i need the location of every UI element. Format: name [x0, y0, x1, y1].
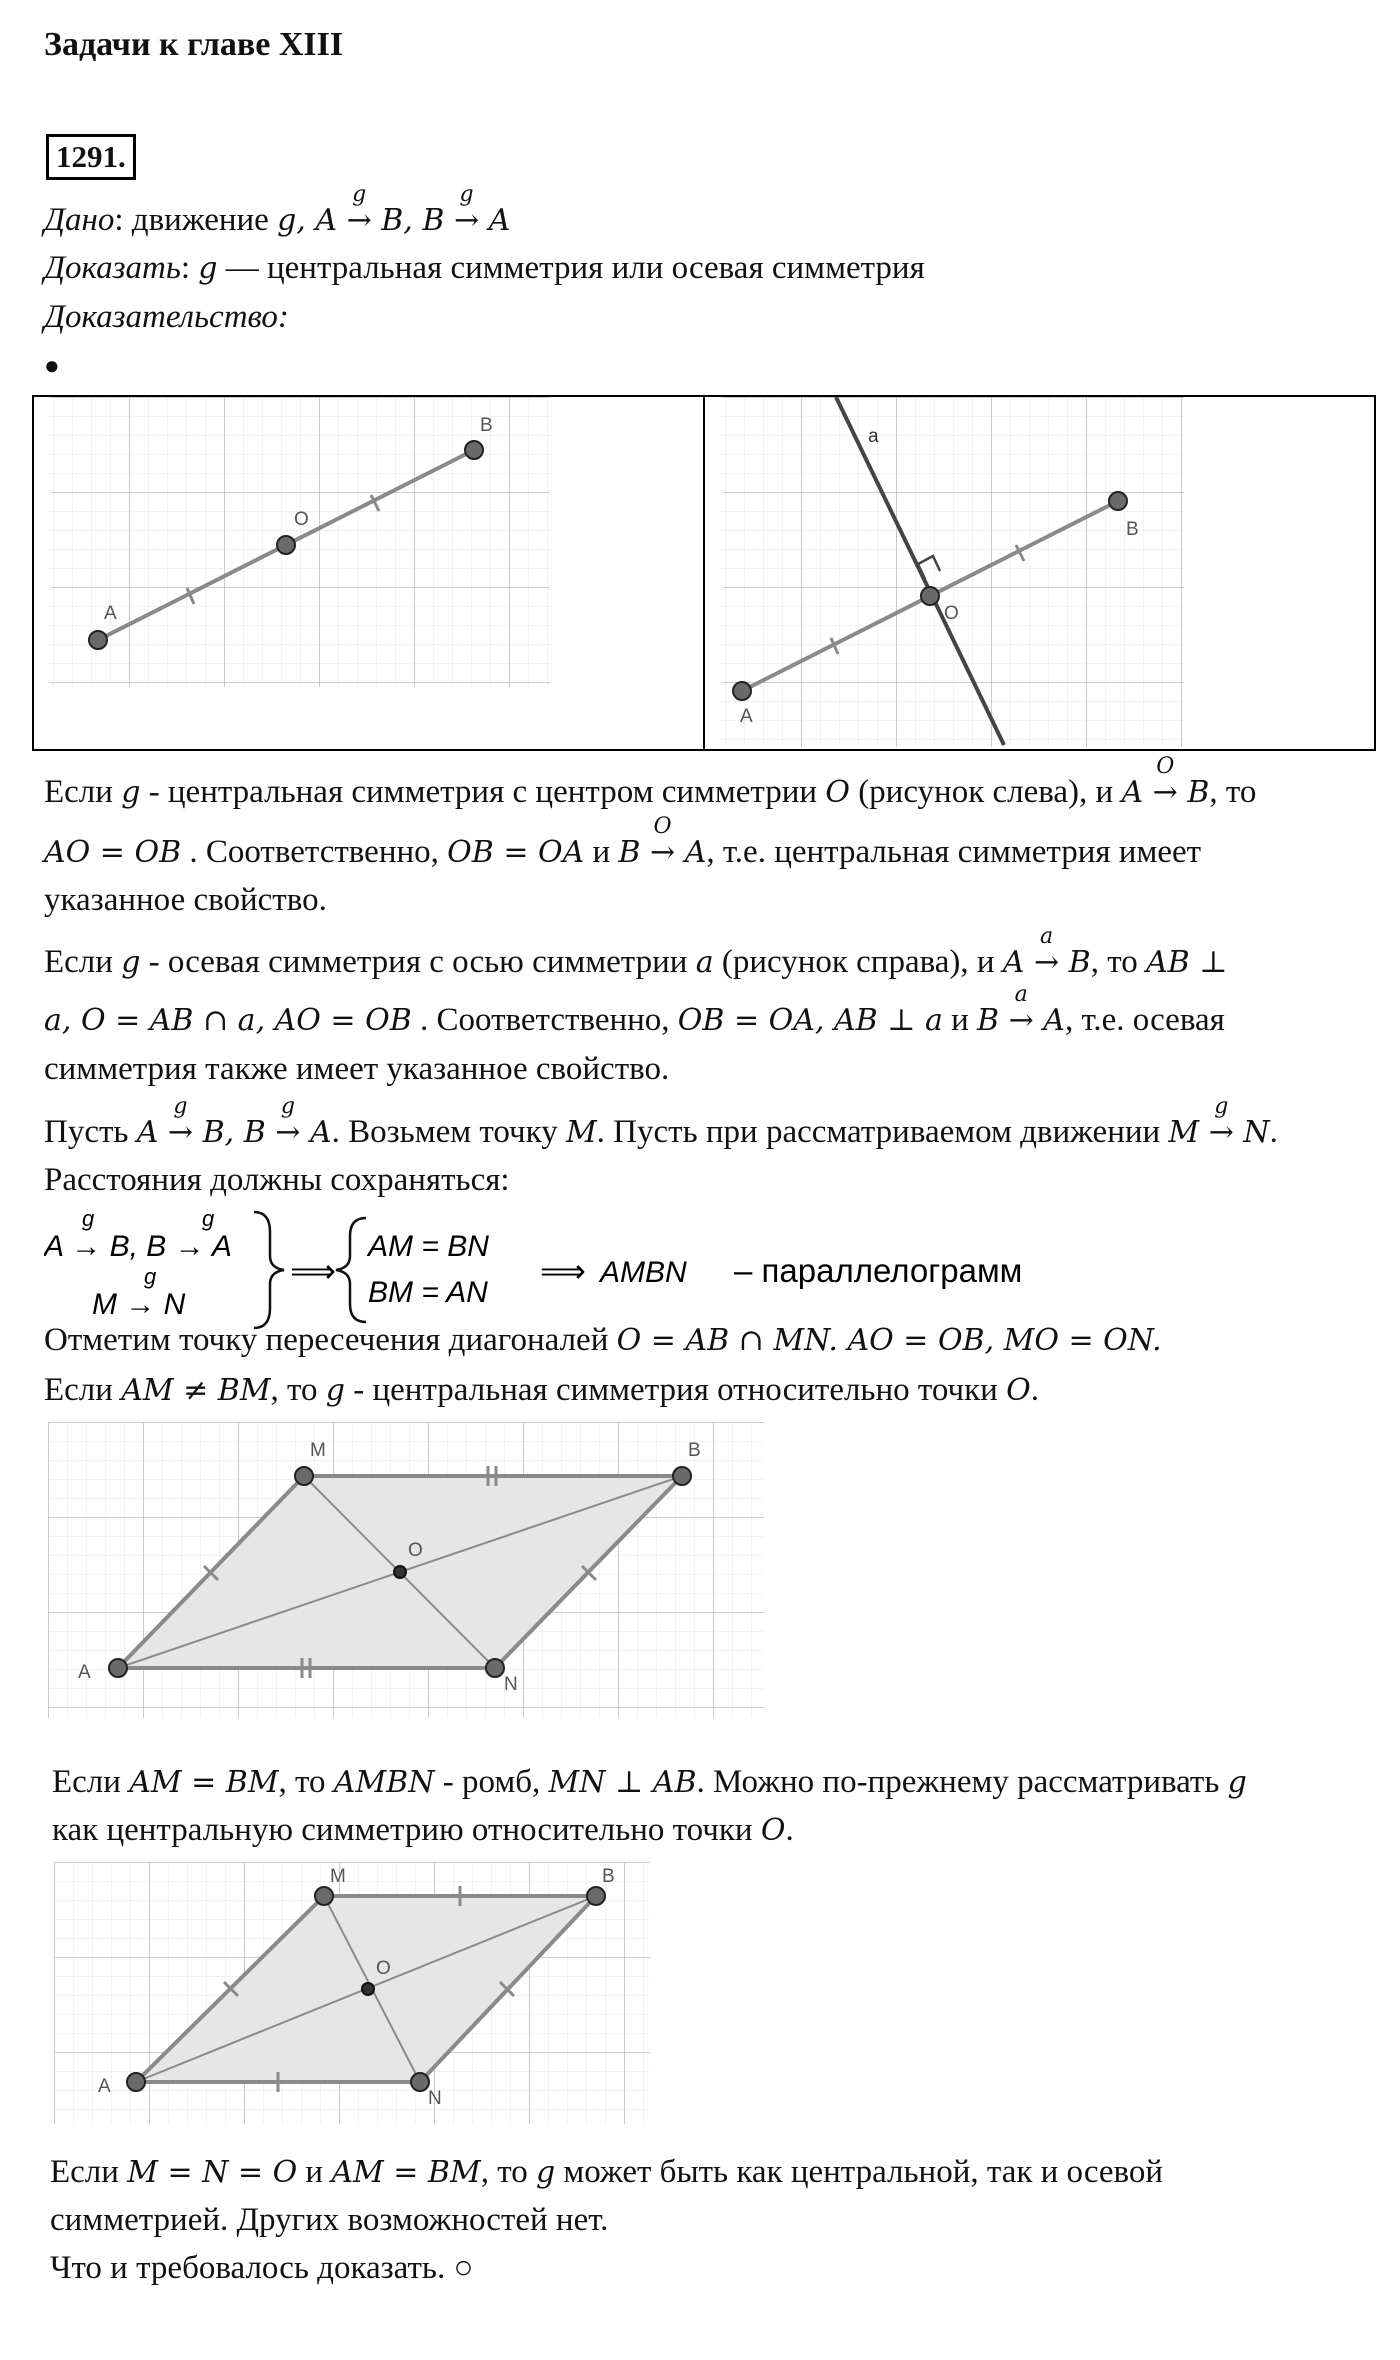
svg-text:– параллелограмм: – параллелограмм: [734, 1252, 1023, 1289]
p3-line4: Если AM ≠ BM, то g - центральная симметрия относительно точки O.: [44, 1372, 1039, 1408]
p3-line1: Пусть A g → B, B g → A. Возьмем точку M. Пусть при рассматриваемом движении M g → N.: [44, 1094, 1278, 1150]
svg-text:g: g: [144, 1264, 157, 1289]
point-b: [465, 441, 483, 459]
p5-line3: Что и требовалось доказать. ○: [50, 2250, 474, 2286]
p1-line2: AO = OB . Соответственно, OB = OA и B O → A, т.е. центральная симметрия имеет: [44, 814, 1202, 870]
point-a: [733, 682, 751, 700]
given-label: Дано: [44, 202, 115, 238]
svg-text:⟹: ⟹: [540, 1253, 586, 1289]
svg-text:B: B: [688, 1440, 701, 1461]
svg-text:M: M: [310, 1440, 326, 1461]
prove-label: Доказать: [44, 250, 181, 286]
p3-line3: Отметим точку пересечения диагоналей O = AB ∩ MN. AO = OB, MO = ON.: [44, 1322, 1162, 1358]
problem-number: 1291.: [46, 134, 136, 180]
given-line: Дано: движение g, A g → B, B g → A: [44, 182, 511, 238]
figure-central-symmetry: [34, 397, 702, 747]
svg-text:A: A: [98, 2076, 111, 2097]
svg-text:O: O: [944, 603, 959, 624]
figure-axial-symmetry: [706, 397, 1370, 747]
svg-text:O: O: [408, 1540, 423, 1561]
svg-text:A: A: [104, 603, 117, 624]
svg-text:AM = BN: AM = BN: [368, 1230, 489, 1263]
p5-line1: Если M = N = O и AM = BM, то g может быть как центральной, так и осевой: [50, 2154, 1164, 2190]
p4-line2: как центральную симметрию относительно точки O.: [52, 1812, 794, 1848]
chapter-title: Задачи к главе XIII: [44, 26, 344, 63]
point-a: [89, 631, 107, 649]
point-o: [921, 587, 939, 605]
svg-text:AMBN: AMBN: [600, 1256, 687, 1289]
svg-text:B: B: [602, 1866, 615, 1887]
svg-text:O: O: [294, 509, 309, 530]
svg-text:M → N: M → N: [92, 1288, 186, 1321]
svg-text:⟹: ⟹: [290, 1253, 336, 1289]
proof-label: Доказательство:: [44, 299, 289, 335]
figure-divider: [703, 395, 705, 749]
svg-text:M: M: [330, 1866, 346, 1887]
svg-text:A → B, B → A: A → B, B → A: [44, 1230, 232, 1263]
p5-line2: симметрией. Других возможностей нет.: [50, 2202, 609, 2238]
figure-rhombus: [54, 1862, 654, 2126]
p3-line2: Расстояния должны сохраняться:: [44, 1162, 510, 1198]
point-o: [277, 536, 295, 554]
p1-line1: Если g - центральная симметрия с центром симметрии O (рисунок слева), и A O → B, то: [44, 754, 1257, 810]
svg-text:B: B: [480, 415, 493, 436]
p2-line3: симметрия также имеет указанное свойство.: [44, 1051, 670, 1087]
figure-parallelogram: [48, 1422, 768, 1722]
point-b: [1109, 492, 1127, 510]
prove-line: Доказать: g — центральная симметрия или осевая симметрия: [44, 250, 925, 286]
p2-line2: a, O = AB ∩ a, AO = OB . Соответственно, OB = OA, AB ⊥ a и B a → A, т.е. осевая: [44, 982, 1225, 1038]
svg-text:a: a: [868, 426, 879, 447]
svg-text:N: N: [504, 1674, 518, 1695]
svg-text:g: g: [82, 1206, 95, 1231]
svg-text:N: N: [428, 2088, 442, 2109]
svg-text:A: A: [78, 1662, 91, 1683]
p4-line1: Если AM = BM, то AMBN - ромб, MN ⊥ AB. Можно по-прежнему рассматривать g: [52, 1764, 1247, 1800]
bullet: ●: [44, 351, 60, 380]
p2-line1: Если g - осевая симметрия с осью симметрии a (рисунок справа), и A a → B, то AB ⊥: [44, 924, 1228, 980]
p1-line3: указанное свойство.: [44, 882, 327, 918]
svg-text:B: B: [1126, 519, 1139, 540]
svg-text:A: A: [740, 706, 753, 727]
svg-text:g: g: [202, 1206, 215, 1231]
equation-system: [44, 1204, 1344, 1334]
svg-text:O: O: [376, 1958, 391, 1979]
svg-text:BM = AN: BM = AN: [368, 1276, 488, 1309]
